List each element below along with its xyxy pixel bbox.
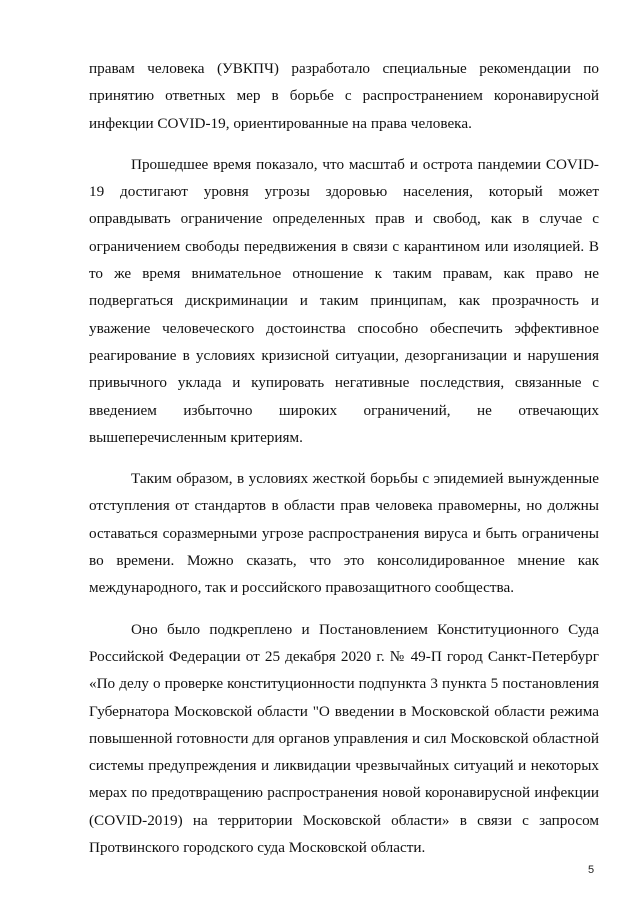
paragraph-3: Таким образом, в условиях жесткой борьбы с эпидемией вынужденные отступления от стандартов в области прав человека правомерны, но должны оставаться соразмерными угрозе распространения вируса и быть ограничены во времени. Можно сказать, что это консолидированное мнение как международного, так и российского правозащитного сообщества. [89,470,599,597]
page-number: 5 [588,864,595,876]
document-body [89,55,599,861]
paragraph-2: Прошедшее время показало, что масштаб и острота пандемии COVID-19 достигают уровня угрозы здоровью населения, который может оправдывать ограничение определенных прав и свобод, как в случае с ограничением свободы передвижения в связи с карантином или изоляцией. В то же время внимательное отношение к таким правам, как право не подвергаться дискриминации и таким принципам, как прозрачность и уважение человеческого достоинства способно обеспечить эффективное реагирование в условиях кризисной ситуации, дезорганизации и нарушения привычного уклада и купировать негативные последствия, связанные с введением избыточно широких ограничений, не отвечающих вышеперечисленным критериям. [89,155,599,446]
paragraph-4: Оно было подкреплено и Постановлением Конституционного Суда Российской Федерации от 25 декабря 2020 г. № 49-П город Санкт-Петербург «По делу о проверке конституционности подпункта 3 пункта 5 постановления Губернатора Московской области "О введении в Московской области режима повышенной готовности для органов управления и сил Московской областной системы предупреждения и ликвидации чрезвычайных ситуаций и некоторых мерах по предотвращению распространения новой коронавирусной инфекции (COVID-2019) на территории Московской области» в связи с запросом Протвинского городского суда Московской области. [89,620,599,857]
paragraph-1: правам человека (УВКПЧ) разработало специальные рекомендации по принятию ответных мер в борьбе с распространением коронавирусной инфекции COVID-19, ориентированные на права человека. [89,60,599,132]
